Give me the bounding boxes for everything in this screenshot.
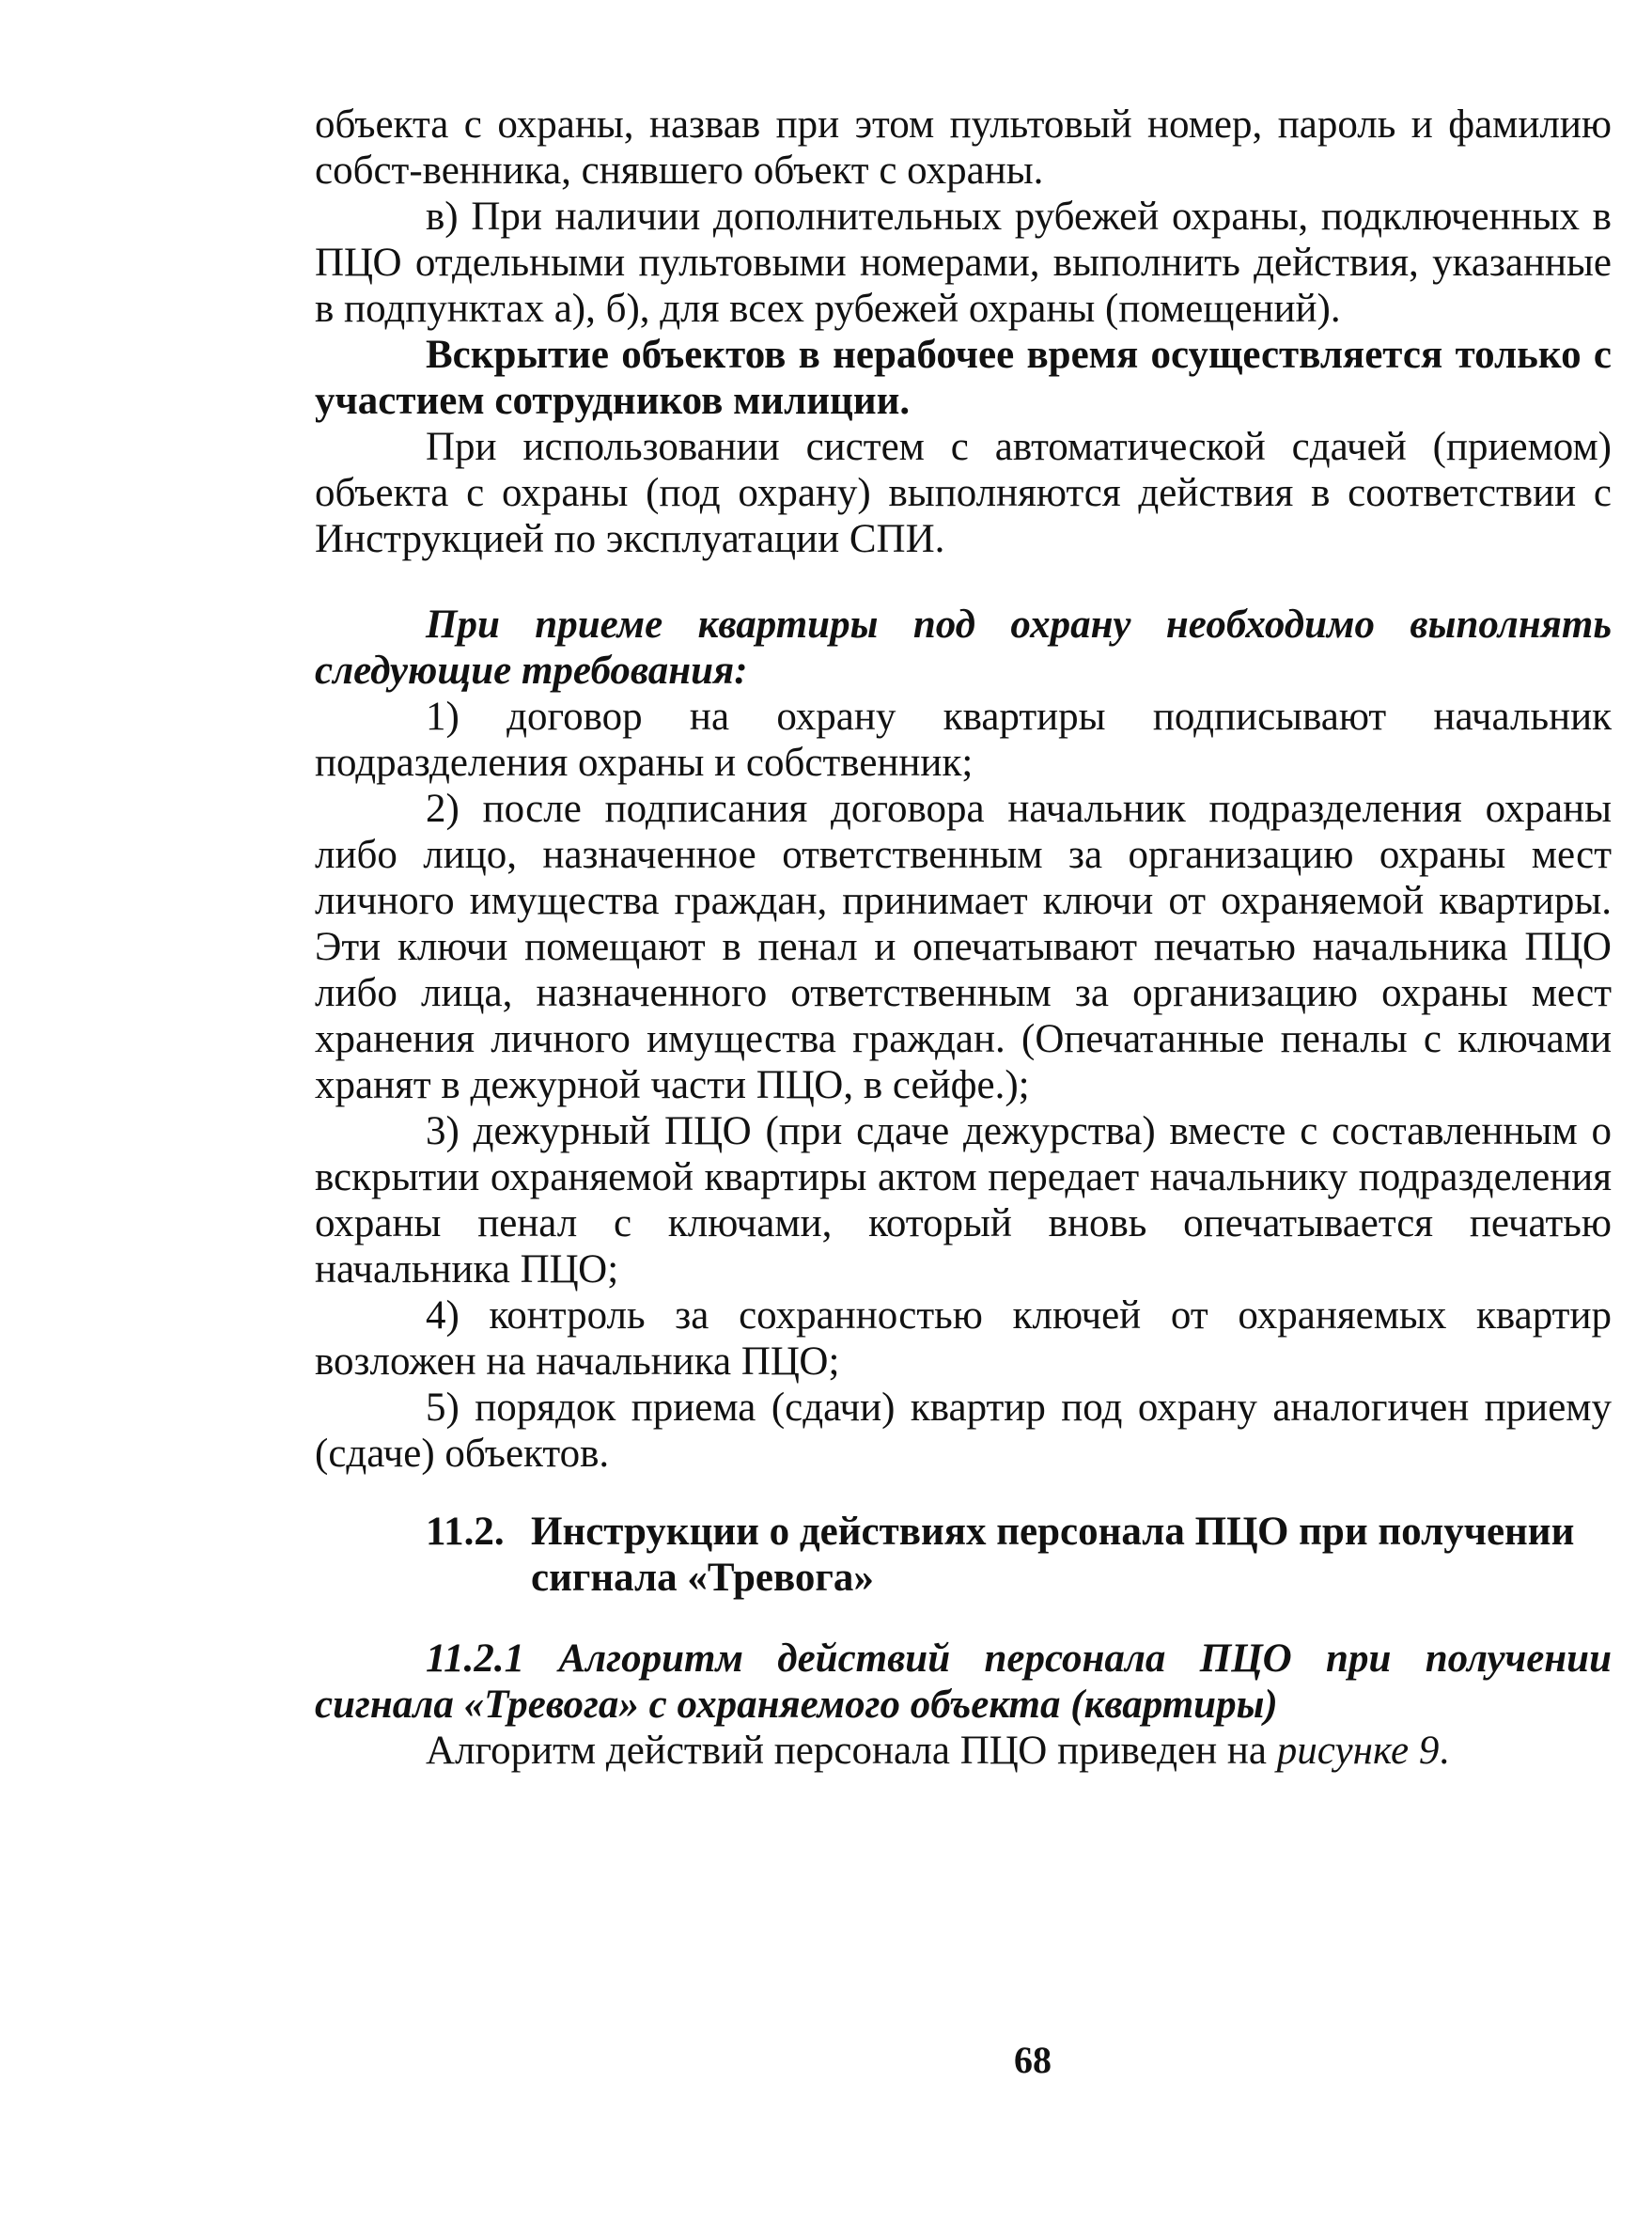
- section-title-line1: Инструкции о действиях персонала ПЦО при получении: [531, 1510, 1575, 1554]
- page-number: 68: [1014, 2039, 1052, 2081]
- requirement-item: 4) контроль за сохранностью ключей от охраняемых квартир возложен на начальника ПЦО;: [315, 1293, 1612, 1384]
- requirement-item: 2) после подписания договора начальник подразделения охраны либо лицо, назначенное ответственным за организацию охраны мест личного имущества граждан, принимает ключи от охраняемой квартиры. Эти ключи помещают в пенал и опечатывают печатью начальника ПЦО либо лица, назначенного ответственным за организацию охраны мест хранения личного имущества граждан. (Опечатанные пеналы с ключами хранят в дежурной части ПЦО, в сейфе.);: [315, 787, 1612, 1107]
- apartment-requirements-block: [315, 602, 1612, 1477]
- subsection-body-end: .: [1439, 1729, 1450, 1773]
- section-title-line2: сигнала «Тревога»: [531, 1556, 874, 1600]
- requirement-item: 1) договор на охрану квартиры подписывают начальник подразделения охраны и собственник;: [315, 695, 1612, 785]
- requirement-item: 3) дежурный ПЦО (при сдаче дежурства) вместе с составленным о вскрытии охраняемой квартиры актом передает начальнику подразделения охраны пенал с ключами, который вновь опечатывается печатью начальника ПЦО;: [315, 1109, 1612, 1292]
- subsection-heading: 11.2.1 Алгоритм действий персонала ПЦО при получении сигнала «Тревога» с охраняемого объекта (квартиры): [315, 1636, 1612, 1727]
- section-number: 11.2.: [426, 1510, 505, 1554]
- subsection-body-text: Алгоритм действий персонала ПЦО приведен на: [426, 1729, 1277, 1773]
- paragraph-opening-rule: Вскрытие объектов в нерабочее время осуществляется только с участием сотрудников милиции.: [315, 333, 1612, 423]
- subsection-body: [315, 1728, 1612, 1774]
- continuation-text-block: [315, 102, 1612, 562]
- section-heading-block: [315, 1509, 1612, 1601]
- paragraph-automatic-systems: При использовании систем с автоматической сдачей (приемом) объекта с охраны (под охрану) выполняются действия в соответствии с Инструкцией по эксплуатации СПИ.: [315, 425, 1612, 561]
- figure-reference: рисунке 9: [1276, 1729, 1440, 1773]
- paragraph-additional-zones: в) При наличии дополнительных рубежей охраны, подключенных в ПЦО отдельными пультовыми номерами, выполнить действия, указанные в подпунктах а), б), для всех рубежей охраны (помещений).: [315, 195, 1612, 331]
- requirements-heading: При приеме квартиры под охрану необходимо выполнять следующие требования:: [315, 603, 1612, 693]
- paragraph-continuation: объекта с охраны, назвав при этом пультовый номер, пароль и фамилию собст-венника, снявшего объект с охраны.: [315, 102, 1612, 193]
- requirement-item: 5) порядок приема (сдачи) квартир под охрану аналогичен приему (сдаче) объектов.: [315, 1386, 1612, 1476]
- subsection-block: [315, 1636, 1612, 1774]
- section-heading: [315, 1509, 1612, 1601]
